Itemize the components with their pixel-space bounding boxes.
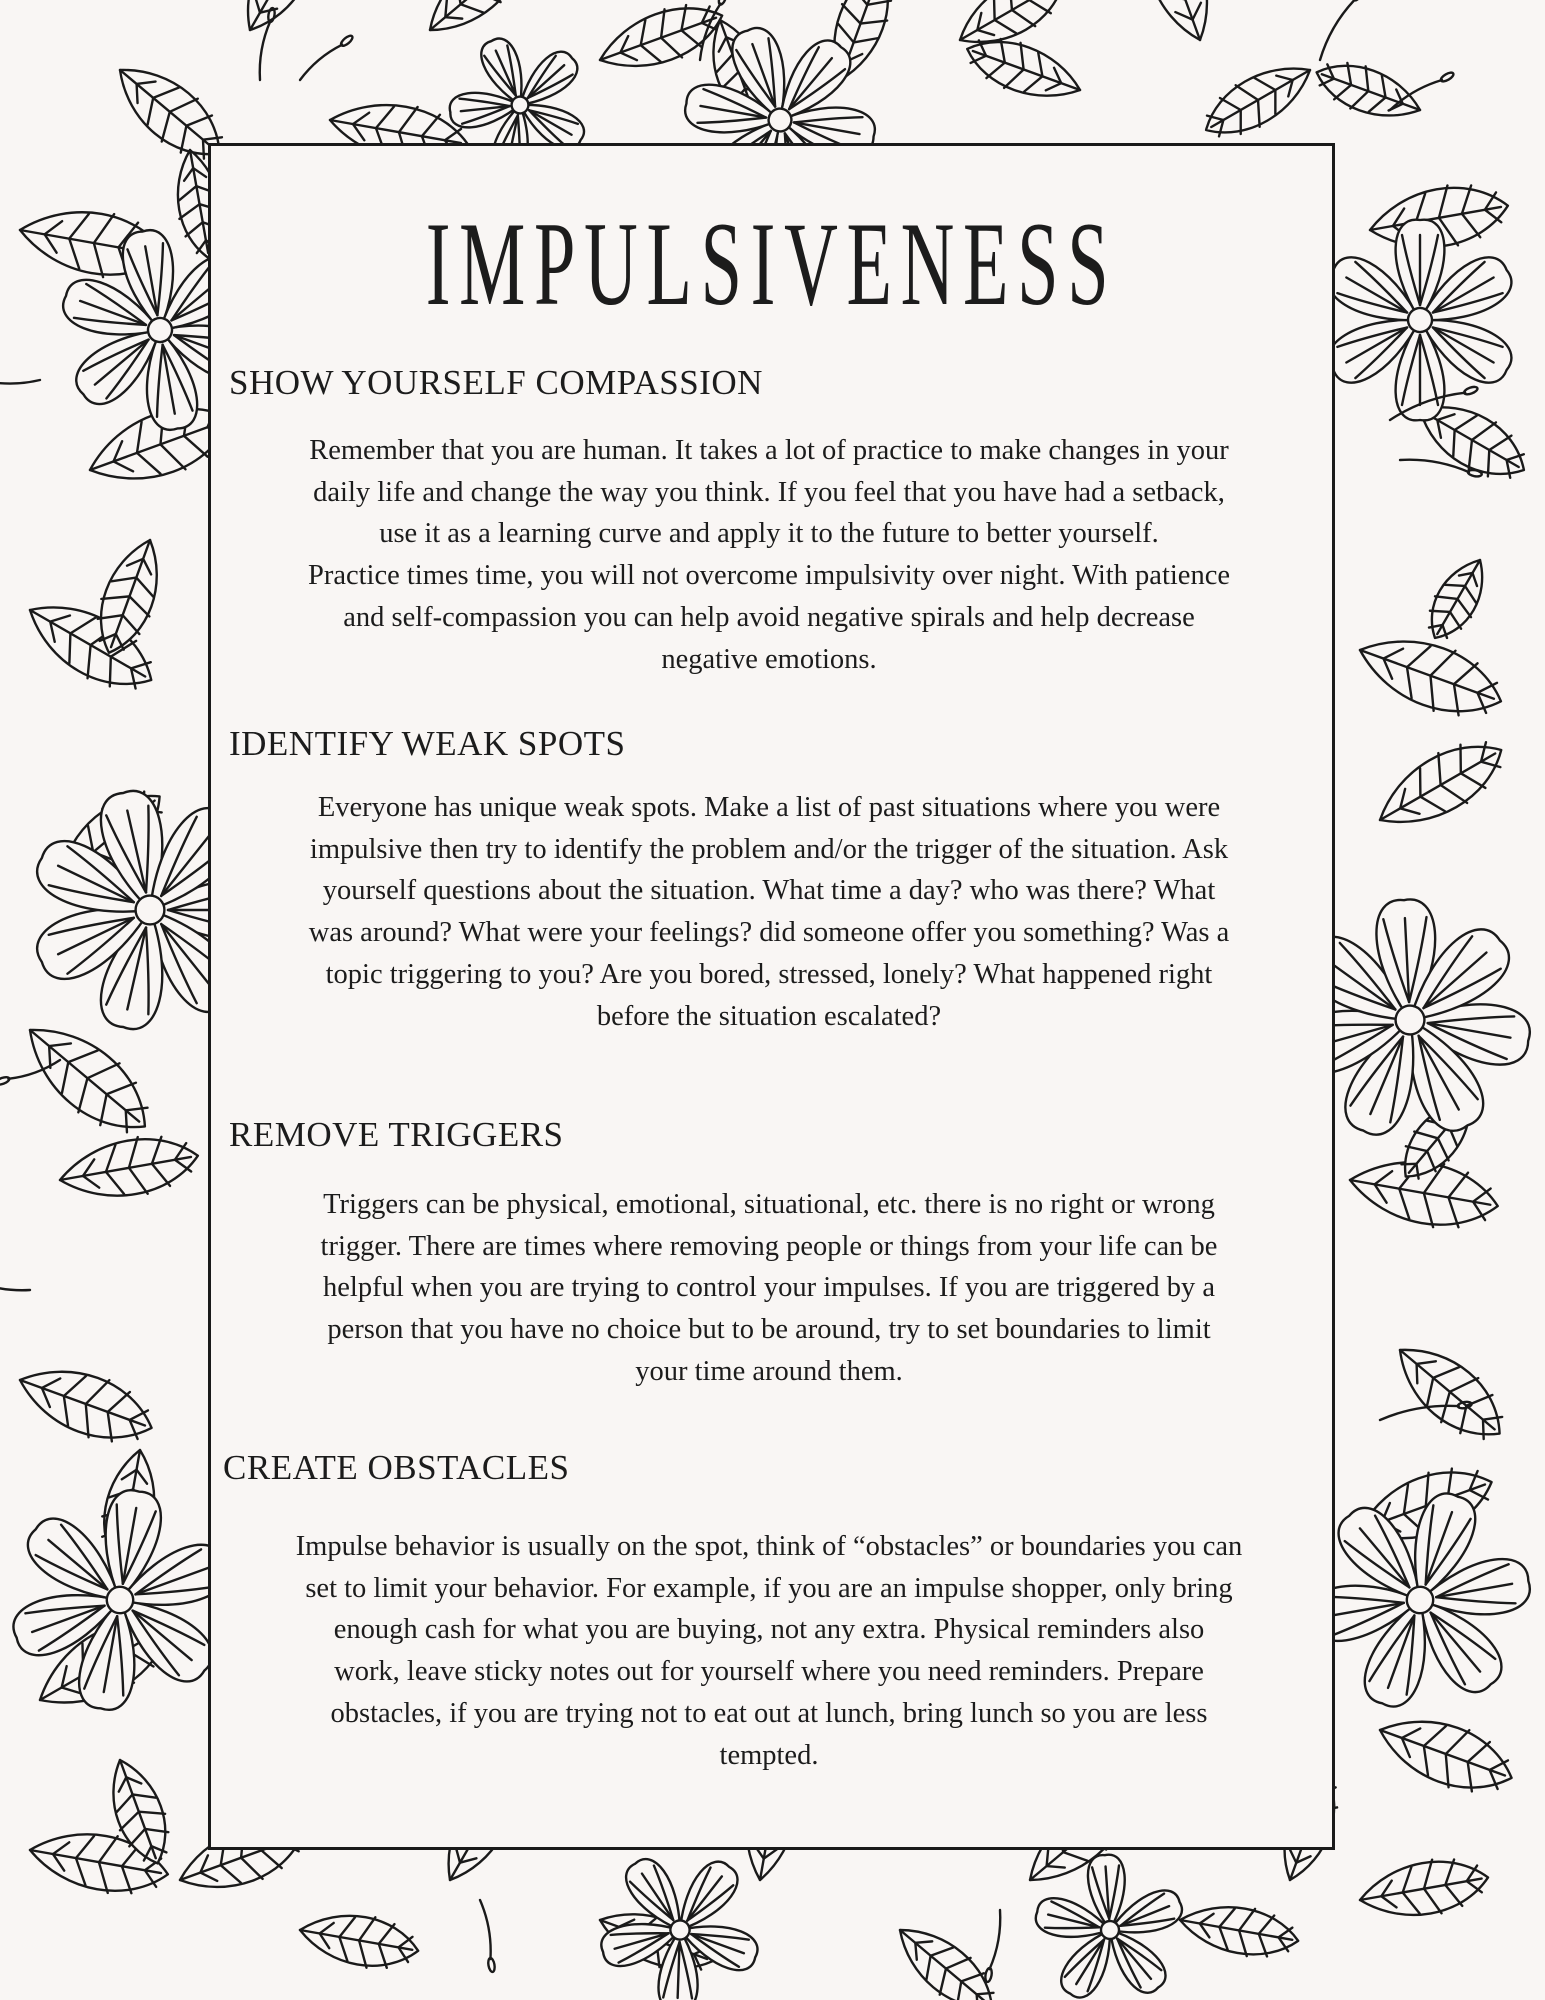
leaf-icon xyxy=(591,0,731,84)
leaf-icon xyxy=(1194,49,1322,151)
content-panel xyxy=(208,143,1335,1850)
section-heading-obstacles: CREATE OBSTACLES xyxy=(223,1448,570,1487)
leaf-icon xyxy=(55,1127,203,1208)
section-heading-weak-spots: IDENTIFY WEAK SPOTS xyxy=(229,724,626,763)
leaf-icon xyxy=(1349,620,1512,731)
leaf-icon xyxy=(1309,51,1428,131)
stamen-icon xyxy=(298,34,354,83)
leaf-icon xyxy=(10,1351,162,1456)
section-body-obstacles: Impulse behavior is usually on the spot, think of “obstacles” or boundaries you can set to limit your behavior. For example, if you are an impulse shopper, only bring enough cash for what you are buying, not any extra. Physical reminders also work, leave sticky notes out for yourself where you need reminders. Prepare obstacles, if you are trying not to eat out at lunch, bring lunch so you are less tempted. xyxy=(295,1531,1243,1771)
leaf-icon xyxy=(1370,1701,1522,1806)
page-title: IMPULSIVENESS xyxy=(425,197,1118,330)
section-body-triggers: Triggers can be physical, emotional, situational, etc. there is no right or wrong trigger. There are times where removing people or things from your life can be helpful when you are trying to control your impulses. If you are triggered by a person that you have no choice but to be around, try to set boundaries to limit your time around them. xyxy=(320,1189,1218,1387)
leaf-icon xyxy=(1176,1896,1303,1964)
leaf-icon xyxy=(1417,550,1498,649)
leaf-icon xyxy=(1366,725,1516,845)
leaf-icon xyxy=(1355,1851,1492,1927)
section-body-weak-spots: Everyone has unique weak spots. Make a list of past situations where you were impulsive then try to identify the problem and/or the trigger of the situation. Ask yourself questions about the situation. What time a day? who was there? What was around? What were your feelings? did someone offer you something? Was a topic triggering to you? Are you bored, stressed, lonely? What happened right before the situation escalated? xyxy=(308,792,1230,1032)
stamen-icon xyxy=(0,377,40,384)
leaf-icon xyxy=(296,1905,423,1976)
stamen-icon xyxy=(0,1274,31,1293)
leaf-icon xyxy=(885,1912,1008,2000)
leaf-icon xyxy=(959,26,1088,112)
section-heading-triggers: REMOVE TRIGGERS xyxy=(229,1115,564,1154)
leaf-icon xyxy=(228,0,332,43)
leaf-icon xyxy=(1130,0,1226,49)
stamen-icon xyxy=(477,1899,496,1972)
stamen-icon xyxy=(984,1909,1003,1982)
flower-icon xyxy=(1005,1825,1218,2000)
section-heading-compassion: SHOW YOURSELF COMPASSION xyxy=(229,363,763,402)
section-body-compassion: Remember that you are human. It takes a lot of practice to make changes in your daily life and change the way you think. If you feel that you have had a setback, use it as a learning curve and apply it to the future to better yourself. Practice times time, you will not overcome impulsivity over night. With patience and self-compassion you can help avoid negative spirals and help decrease negative emotions. xyxy=(307,435,1230,675)
leaf-icon xyxy=(1381,1328,1518,1456)
leaf-icon xyxy=(415,0,538,48)
stamen-icon xyxy=(1316,0,1364,62)
